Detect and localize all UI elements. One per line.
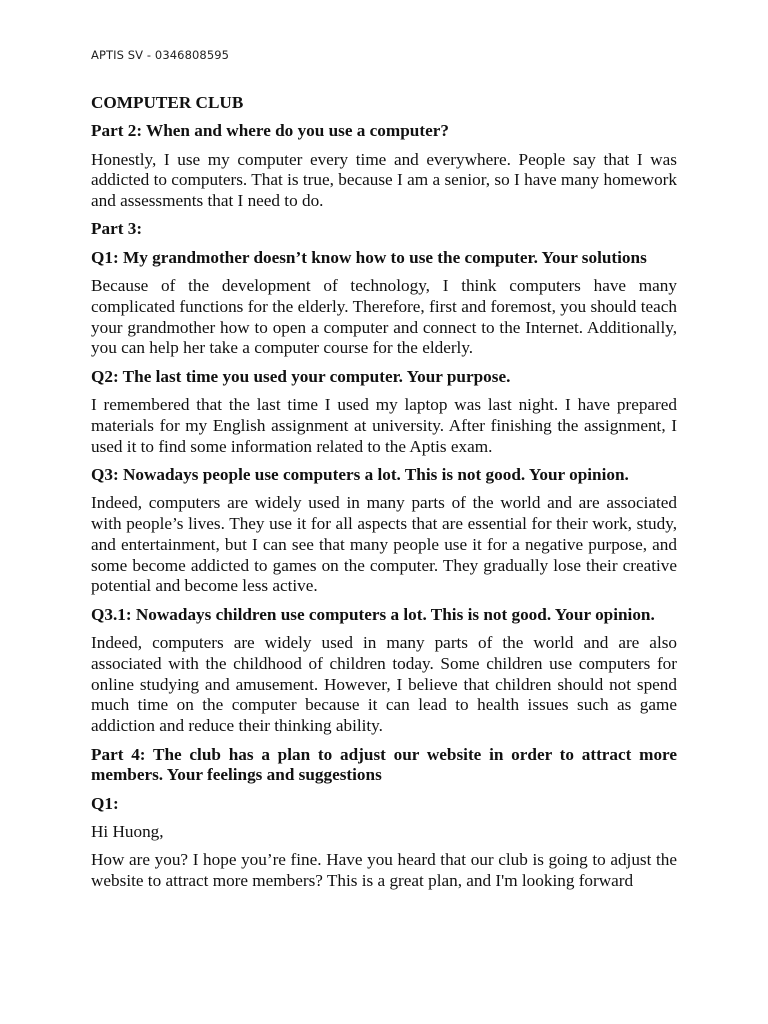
part3-q2-answer: I remembered that the last time I used my laptop was last night. I have prepared materials for my English assignment at university. After finishing the assignment, I used it to find some information related to the Aptis exam. xyxy=(91,395,677,456)
part4-q1-label: Q1: xyxy=(91,793,119,813)
document-title: COMPUTER CLUB xyxy=(91,93,244,112)
part3-q1-answer: Because of the development of technology, I think computers have many complicated functions for the elderly. Therefore, first and foremost, you should teach your grandmother how to open a computer and connect to the Internet. Additionally, you can help her take a computer course for the elderly. xyxy=(91,276,677,358)
letter-body: How are you? I hope you’re fine. Have you heard that our club is going to adjust the website to attract more members? This is a great plan, and I'm looking forward xyxy=(91,850,677,890)
part3-q3-1-answer: Indeed, computers are widely used in many parts of the world and are also associated with the childhood of children today. Some children use computers for online studying and amusement. However, I believe that children should not spend much time on the computer because it can lead to health issues such as game addiction and reduce their thinking ability. xyxy=(91,633,677,736)
part4-heading: Part 4: The club has a plan to adjust our website in order to attract more members. Your feelings and suggestions xyxy=(91,744,677,785)
part2-heading: Part 2: When and where do you use a computer? xyxy=(91,121,449,141)
part3-q2-question: Q2: The last time you used your computer. Your purpose. xyxy=(91,366,511,386)
page-header: APTIS SV - 0346808595 xyxy=(91,48,230,62)
part2-answer: Honestly, I use my computer every time and everywhere. People say that I was addicted to computers. That is true, because I am a senior, so I have many homework and assessments that I need to do. xyxy=(91,149,677,211)
part3-q3-answer: Indeed, computers are widely used in many parts of the world and are associated with people’s lives. They use it for all aspects that are essential for their work, study, and entertainment, but I can see that many people use it for a negative purpose, and some become addicted to games on the computer. They gradually lose their creative potential and become less active. xyxy=(91,493,677,596)
part3-heading: Part 3: xyxy=(91,219,143,239)
letter-greeting: Hi Huong, xyxy=(91,821,164,841)
part3-q3-1-question: Q3.1: Nowadays children use computers a lot. This is not good. Your opinion. xyxy=(91,604,655,624)
part3-q1-question: Q1: My grandmother doesn’t know how to use the computer. Your solutions xyxy=(91,247,647,267)
part3-q3-question: Q3: Nowadays people use computers a lot. This is not good. Your opinion. xyxy=(91,464,629,484)
document-body xyxy=(91,93,677,899)
